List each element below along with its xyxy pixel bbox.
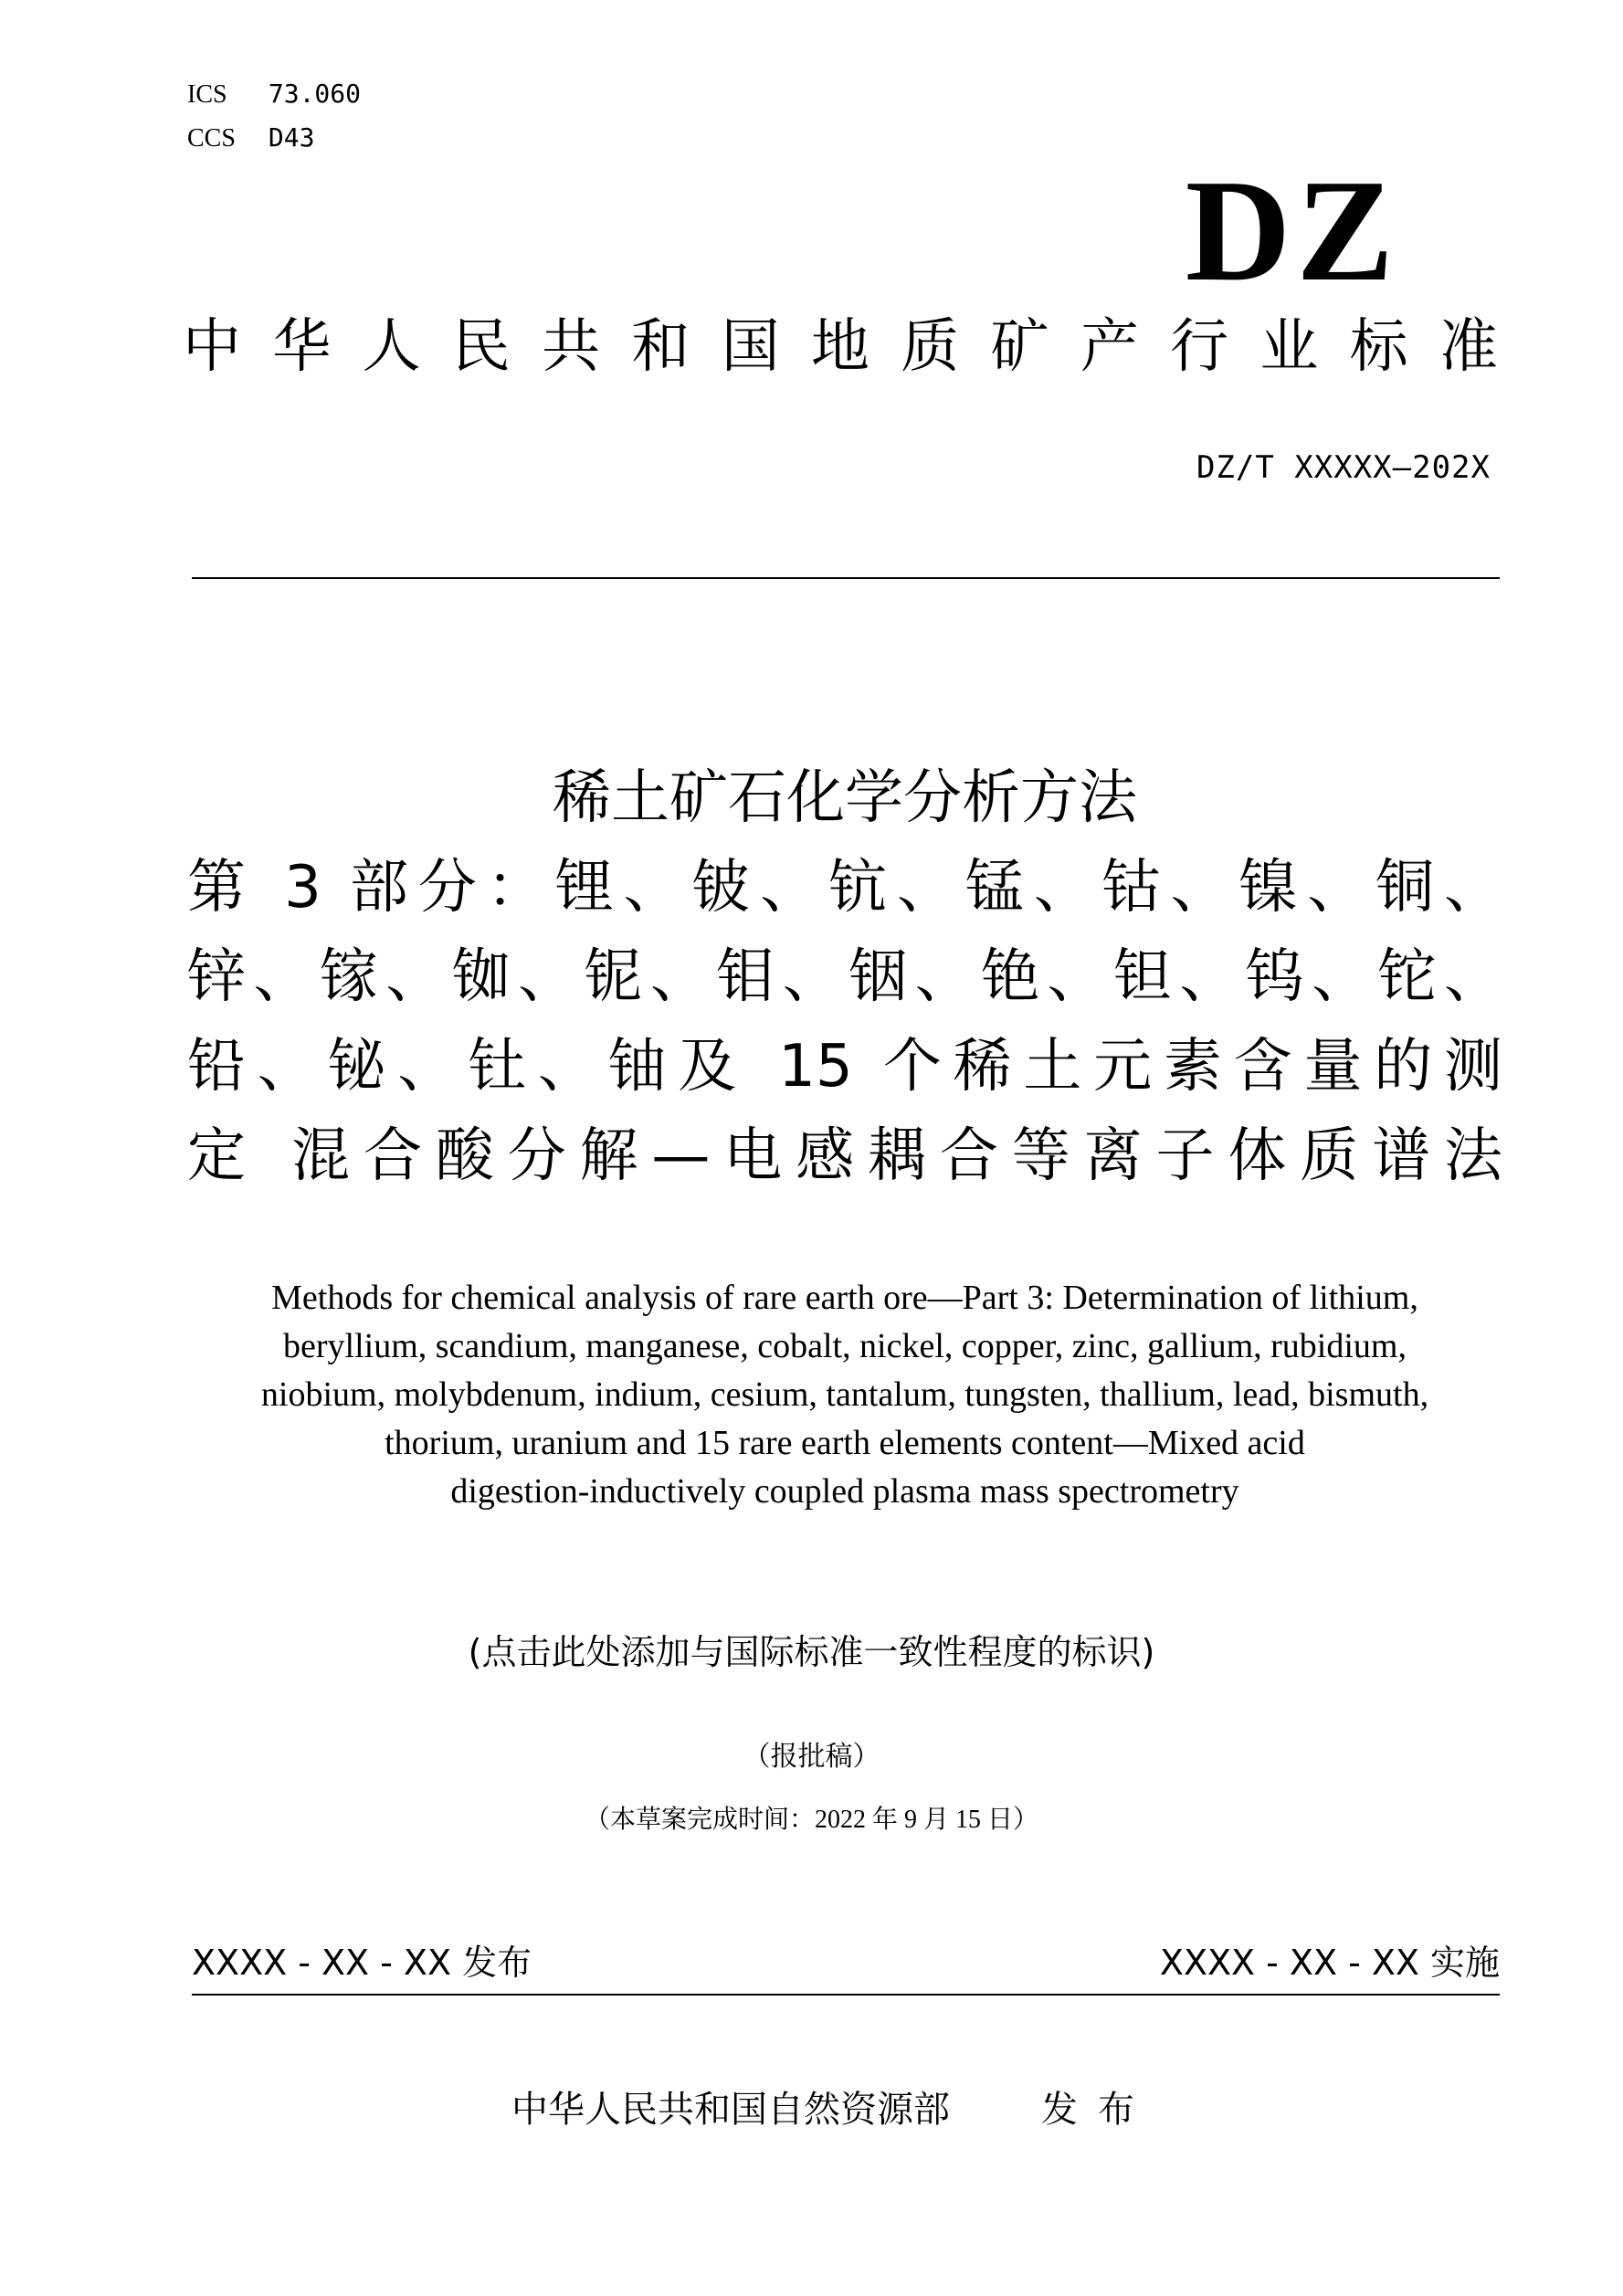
- draft-status: （报批稿）: [743, 1742, 880, 1772]
- draft-date: （本草案完成时间：2022 年 9 月 15 日）: [584, 1806, 1038, 1834]
- org-char: 地: [810, 313, 869, 381]
- org-char: 准: [1439, 313, 1498, 381]
- top-divider: [192, 577, 1500, 579]
- english-title-line-3: niobium, molybdenum, indium, cesium, tantalum, tungsten, thallium, lead, bismuth,: [260, 1375, 1429, 1414]
- org-char: 华: [272, 313, 332, 381]
- title-line-1: 稀土矿石化学分析方法: [553, 764, 1137, 832]
- ics-line: [187, 79, 361, 110]
- title-line-4: 铅、铋、钍、铀及 15 个稀土元素含量的测: [187, 1033, 1502, 1101]
- ics-value: 73.060: [268, 79, 362, 109]
- publish-date: XXXX - XX - XX 发布: [192, 1943, 532, 1983]
- consistency-note: (点击此处添加与国际标准一致性程度的标识): [468, 1632, 1155, 1672]
- publisher: 中华人民共和国自然资源部: [511, 2089, 950, 2131]
- standard-organization: [183, 313, 1498, 381]
- org-char: 国: [721, 313, 780, 381]
- publish-word: 发布: [1041, 2089, 1154, 2131]
- implement-date: XXXX - XX - XX 实施: [1159, 1943, 1500, 1983]
- ccs-line: [187, 122, 314, 153]
- title-line-2: 第 3 部分：锂、铍、钪、锰、钴、镍、铜、: [187, 854, 1502, 922]
- ics-label: ICS: [187, 80, 227, 109]
- org-char: 和: [631, 313, 690, 381]
- dz-logo: DZ: [1185, 149, 1399, 311]
- org-char: 人: [362, 313, 421, 381]
- org-char: 行: [1170, 313, 1229, 381]
- ccs-label: CCS: [187, 124, 236, 153]
- english-title-line-4: thorium, uranium and 15 rare earth elements content—Mixed acid: [385, 1424, 1305, 1462]
- chinese-title: [187, 753, 1502, 1201]
- org-char: 共: [542, 313, 601, 381]
- org-char: 业: [1259, 313, 1319, 381]
- org-char: 产: [1080, 313, 1139, 381]
- standard-code: DZ/T XXXXX—202X: [1196, 449, 1491, 486]
- org-char: 矿: [990, 313, 1049, 381]
- ccs-value: D43: [268, 122, 315, 153]
- org-char: 中: [183, 313, 241, 381]
- bottom-divider: [192, 1994, 1500, 1996]
- org-char: 民: [451, 313, 511, 381]
- title-line-3: 锌、镓、铷、铌、钼、铟、铯、钽、钨、铊、: [187, 943, 1502, 1011]
- english-title-line-5: digestion-inductively coupled plasma mass spectrometry: [450, 1472, 1239, 1511]
- org-char: 质: [901, 313, 960, 381]
- english-title: [178, 1274, 1512, 1516]
- english-title-line-1: Methods for chemical analysis of rare earth ore—Part 3: Determination of lithium,: [271, 1279, 1418, 1317]
- english-title-line-2: beryllium, scandium, manganese, cobalt, nickel, copper, zinc, gallium, rubidium,: [283, 1327, 1407, 1365]
- org-char: 标: [1349, 313, 1408, 381]
- title-line-5: 定 混合酸分解—电感耦合等离子体质谱法: [187, 1122, 1502, 1190]
